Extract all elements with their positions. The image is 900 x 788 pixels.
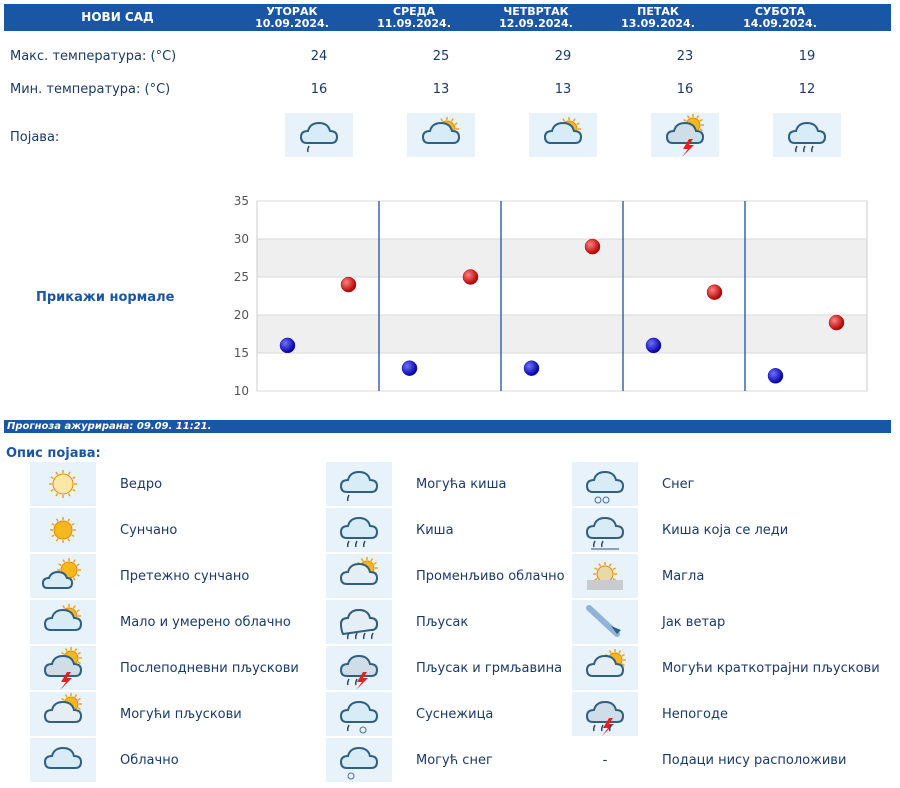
legend-label: Послеподневни пљускови [120, 660, 299, 676]
min-temp-value: 13 [554, 82, 572, 97]
y-tick-label: 30 [233, 232, 249, 246]
y-tick-label: 20 [233, 308, 249, 322]
legend-label: Суснежица [416, 706, 494, 722]
legend-label: Могућа киша [416, 476, 507, 492]
max-temp-point [585, 239, 600, 254]
clear-icon [30, 462, 96, 506]
possible-showers-icon [30, 692, 96, 736]
afternoon-showers-icon [651, 113, 719, 157]
legend-item [326, 600, 468, 644]
partly-sunny-icon [407, 113, 475, 157]
show-normals-link[interactable]: Прикажи нормале [36, 290, 175, 305]
update-bar: Прогноза ажурирана: 09.09. 11:21. [4, 420, 891, 433]
day-header: ПЕТАК 13.09.2024. [621, 5, 695, 30]
legend-item [326, 554, 565, 598]
legend-item [572, 692, 728, 736]
grid-band [257, 239, 867, 277]
grid-band [257, 315, 867, 353]
freezing-rain-icon [572, 508, 638, 552]
max-temp-value: 23 [676, 49, 694, 64]
max-temp-point [463, 270, 478, 285]
min-temp-point [402, 361, 417, 376]
legend-label: Киша [416, 522, 454, 538]
afternoon-showers-icon [30, 646, 96, 690]
legend-item [326, 646, 562, 690]
legend-label: Могућ снег [416, 752, 493, 768]
partly-cloudy-icon [30, 600, 96, 644]
legend-label: Претежно сунчано [120, 568, 250, 584]
rain-icon [773, 113, 841, 157]
temperature-chart [220, 190, 880, 400]
min-temp-point [768, 368, 783, 383]
min-temp-label: Мин. температура: (°C) [10, 82, 171, 97]
legend-label: Непогоде [662, 706, 728, 722]
max-temp-value: 29 [554, 49, 572, 64]
legend-label: Мало и умерено облачно [120, 614, 291, 630]
legend-label: Ведро [120, 476, 163, 492]
partly-sunny-icon [529, 113, 597, 157]
legend-label: Могући краткотрајни пљускови [662, 660, 880, 676]
day-header: УТОРАК 10.09.2024. [255, 5, 329, 30]
min-temp-point [646, 338, 661, 353]
y-tick-label: 15 [233, 346, 249, 360]
legend-label: Киша која се леди [662, 522, 789, 538]
possible-rain-icon [285, 113, 353, 157]
possible-snow-icon [326, 738, 392, 782]
storm-icon [572, 692, 638, 736]
max-temp-label: Макс. температура: (°C) [10, 49, 177, 64]
legend-item [326, 462, 506, 506]
legend-item [30, 554, 249, 598]
rain-icon [326, 508, 392, 552]
min-temp-value: 16 [676, 82, 694, 97]
day-header: СРЕДА 11.09.2024. [377, 5, 451, 30]
legend-item [572, 508, 788, 552]
phenomenon-label: Појава: [10, 130, 60, 145]
legend-item [326, 692, 493, 736]
legend-item [30, 508, 177, 552]
fog-icon [572, 554, 638, 598]
snow-icon [572, 462, 638, 506]
legend-item [572, 738, 846, 782]
shower-icon [326, 600, 392, 644]
max-temp-point [829, 315, 844, 330]
legend-item [30, 738, 179, 782]
legend-title: Опис појава: [6, 446, 101, 461]
legend-item [30, 600, 291, 644]
min-temp-value: 13 [432, 82, 450, 97]
day-header: СУБОТА 14.09.2024. [743, 5, 817, 30]
legend-label: Пљусак [416, 614, 469, 630]
possible-rain-icon [326, 462, 392, 506]
min-temp-value: 12 [798, 82, 816, 97]
legend-label: Снег [662, 476, 695, 492]
day-header: ЧЕТВРТАК 12.09.2024. [499, 5, 573, 30]
y-tick-label: 10 [233, 384, 249, 398]
city-name: НОВИ САД [81, 10, 154, 24]
legend-label: Могући пљускови [120, 706, 242, 722]
legend-label: Променљиво облачно [416, 568, 565, 584]
grid-band [257, 201, 867, 239]
max-temp-point [341, 277, 356, 292]
legend-label: Облачно [120, 752, 179, 768]
brief-showers-icon [572, 646, 638, 690]
max-temp-value: 19 [798, 49, 816, 64]
cloudy-icon [30, 738, 96, 782]
legend-item [572, 554, 704, 598]
strong-wind-icon [572, 600, 638, 644]
legend-label: Магла [662, 568, 705, 584]
legend-item [572, 600, 725, 644]
legend-item [572, 646, 880, 690]
min-temp-point [524, 361, 539, 376]
forecast-header [4, 4, 891, 31]
sunny-icon [30, 508, 96, 552]
legend-label: Јак ветар [662, 614, 726, 630]
legend-item [30, 646, 299, 690]
min-temp-point [280, 338, 295, 353]
thunderstorm-icon [326, 646, 392, 690]
legend-item [572, 462, 694, 506]
legend-item [326, 738, 493, 782]
legend-item [30, 692, 242, 736]
legend-dash: - [602, 752, 608, 768]
legend-label: Пљусак и грмљавина [416, 660, 563, 676]
legend-item [30, 462, 162, 506]
variable-cloudy-icon [326, 554, 392, 598]
max-temp-point [707, 285, 722, 300]
mostly-sunny-icon [30, 554, 96, 598]
sleet-icon [326, 692, 392, 736]
max-temp-value: 25 [432, 49, 450, 64]
y-tick-label: 35 [233, 194, 249, 208]
legend-label: Подаци нису расположиви [662, 752, 847, 768]
min-temp-value: 16 [310, 82, 328, 97]
y-tick-label: 25 [233, 270, 249, 284]
legend-item [326, 508, 454, 552]
legend-label: Сунчано [120, 522, 178, 538]
max-temp-value: 24 [310, 49, 328, 64]
